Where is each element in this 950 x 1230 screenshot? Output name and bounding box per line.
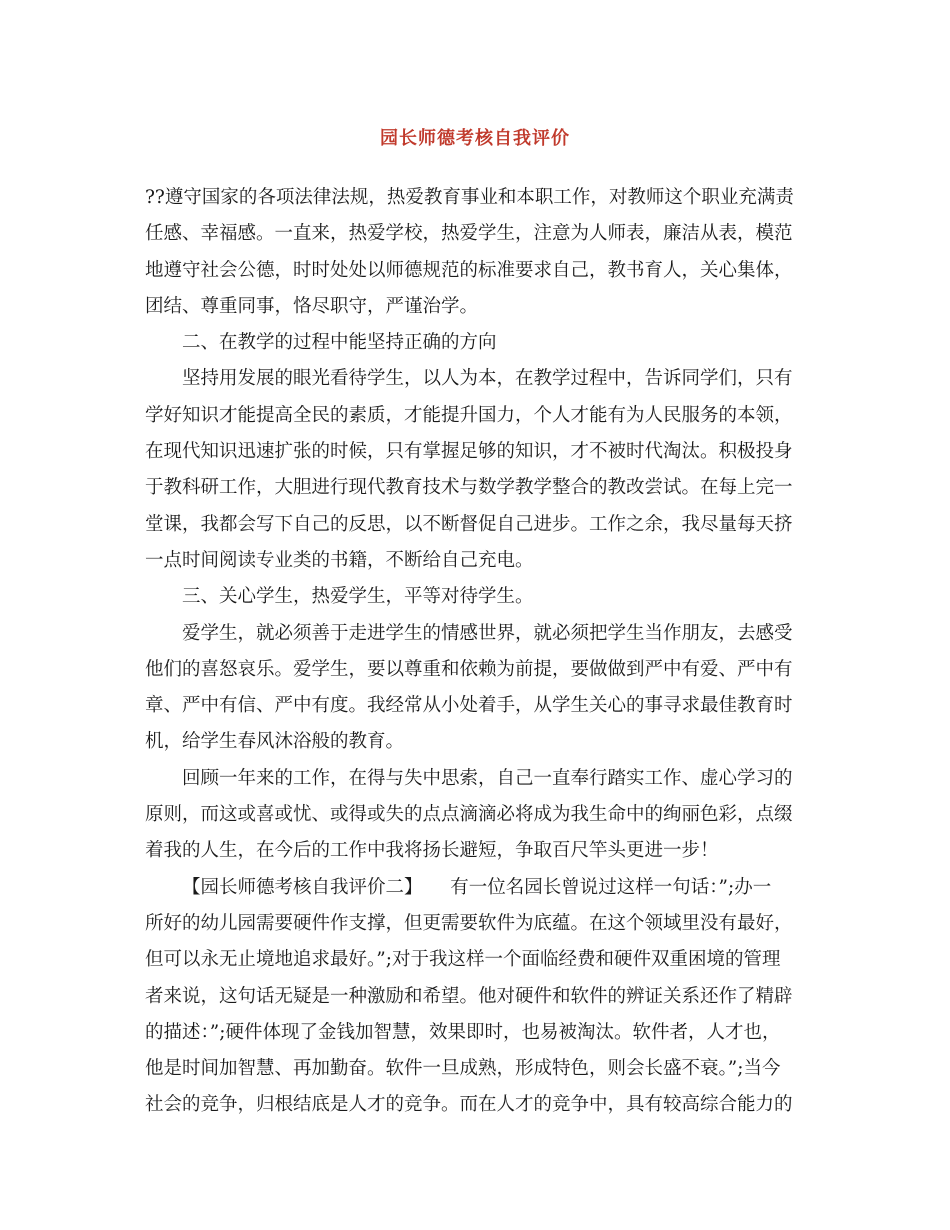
text-line: 团结、尊重同事，恪尽职守，严谨治学。 (145, 295, 479, 317)
text-line: 原则，而这或喜或忧、或得或失的点点滴滴必将成为我生命中的绚丽色彩，点缀 (145, 804, 793, 826)
document-title: 园长师德考核自我评价 (380, 128, 570, 149)
text-line: 【园长师德考核自我评价二】 有一位名园长曾说过这样一句话：”;办一 (182, 876, 772, 898)
text-line: 二、在教学的过程中能坚持正确的方向 (182, 332, 497, 354)
text-line: 者来说，这句话无疑是一种激励和希望。他对硬件和软件的辨证关系还作了精辟 (145, 985, 793, 1007)
text-line: 坚持用发展的眼光看待学生，以人为本，在教学过程中，告诉同学们，只有 (182, 368, 793, 390)
text-line: 学好知识才能提高全民的素质，才能提升国力，个人才能有为人民服务的本领， (145, 404, 793, 426)
text-line: 地遵守社会公德，时时处处以师德规范的标准要求自己，教书育人，关心集体， (145, 259, 793, 281)
text-line: 三、关心学生，热爱学生，平等对待学生。 (182, 586, 534, 608)
text-line: 堂课，我都会写下自己的反思，以不断督促自己进步。工作之余，我尽量每天挤 (145, 513, 793, 535)
text-line: 着我的人生，在今后的工作中我将扬长避短，争取百尺竿头更进一步！ (145, 840, 719, 862)
text-line: 他是时间加智慧、再加勤奋。软件一旦成熟，形成特色，则会长盛不衰。”;当今 (145, 1058, 781, 1080)
text-line: 一点时间阅读专业类的书籍，不断给自己充电。 (145, 549, 534, 571)
text-line: 但可以永无止境地追求最好。”;对于我这样一个面临经费和硬件双重困境的管理 (145, 949, 781, 971)
text-line: 于教科研工作，大胆进行现代教育技术与数学教学整合的教改尝试。在每上完一 (145, 477, 793, 499)
document-body (145, 180, 815, 1124)
text-line: 爱学生，就必须善于走进学生的情感世界，就必须把学生当作朋友，去感受 (182, 622, 793, 644)
text-line: 回顾一年来的工作，在得与失中思索，自己一直奉行踏实工作、虚心学习的 (182, 767, 793, 789)
text-line: 章、严中有信、严中有度。我经常从小处着手，从学生关心的事寻求最佳教育时 (145, 695, 793, 717)
text-line: 在现代知识迅速扩张的时候，只有掌握足够的知识，才不被时代淘汰。积极投身 (145, 441, 793, 463)
text-line: 的描述：”;硬件体现了金钱加智慧，效果即时，也易被淘汰。软件者，人才也， (145, 1021, 781, 1043)
text-line: 他们的喜怒哀乐。爱学生，要以尊重和依赖为前提，要做做到严中有爱、严中有 (145, 658, 793, 680)
text-line: ??遵守国家的各项法律法规，热爱教育事业和本职工作，对教师这个职业充满责 (145, 187, 794, 208)
text-line: 所好的幼儿园需要硬件作支撑，但更需要软件为底蕴。在这个领域里没有最好， (145, 912, 793, 934)
text-line: 任感、幸福感。一直来，热爱学校，热爱学生，注意为人师表，廉洁从表，模范 (145, 223, 793, 245)
text-line: 机，给学生春风沐浴般的教育。 (145, 731, 405, 753)
text-line: 社会的竞争，归根结底是人才的竞争。而在人才的竞争中，具有较高综合能力的 (145, 1094, 793, 1116)
